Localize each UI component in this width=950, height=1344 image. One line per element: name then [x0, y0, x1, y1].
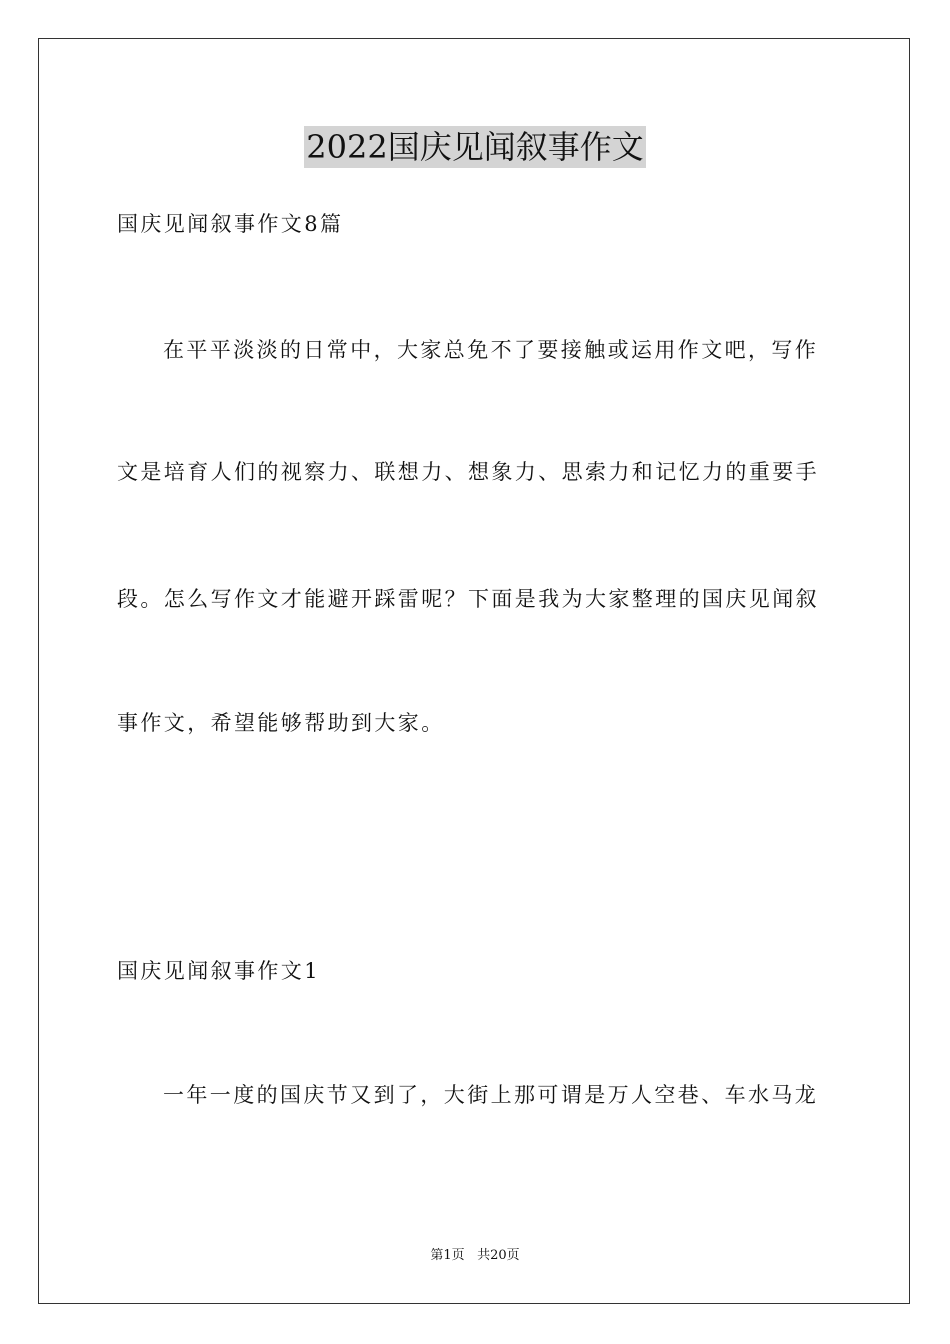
page-footer [0, 1247, 950, 1265]
section-line-1: 一年一度的国庆节又到了，大街上那可谓是万人空巷、车水马龙 [163, 1083, 819, 1107]
page-total: 共20页 [477, 1248, 520, 1263]
intro-line-4: 事作文，希望能够帮助到大家。 [117, 711, 445, 735]
section-heading: 国庆见闻叙事作文1 [117, 959, 320, 983]
page-number: 第1页 [430, 1248, 465, 1263]
intro-line-2: 文是培育人们的视察力、联想力、想象力、思索力和记忆力的重要手 [117, 460, 819, 484]
title-container [0, 126, 950, 168]
intro-line-1: 在平平淡淡的日常中，大家总免不了要接触或运用作文吧，写作 [163, 338, 819, 362]
document-subtitle: 国庆见闻叙事作文8篇 [117, 212, 344, 236]
intro-line-3: 段。怎么写作文才能避开踩雷呢？下面是我为大家整理的国庆见闻叙 [117, 587, 819, 611]
document-title: 2022国庆见闻叙事作文 [306, 128, 644, 166]
